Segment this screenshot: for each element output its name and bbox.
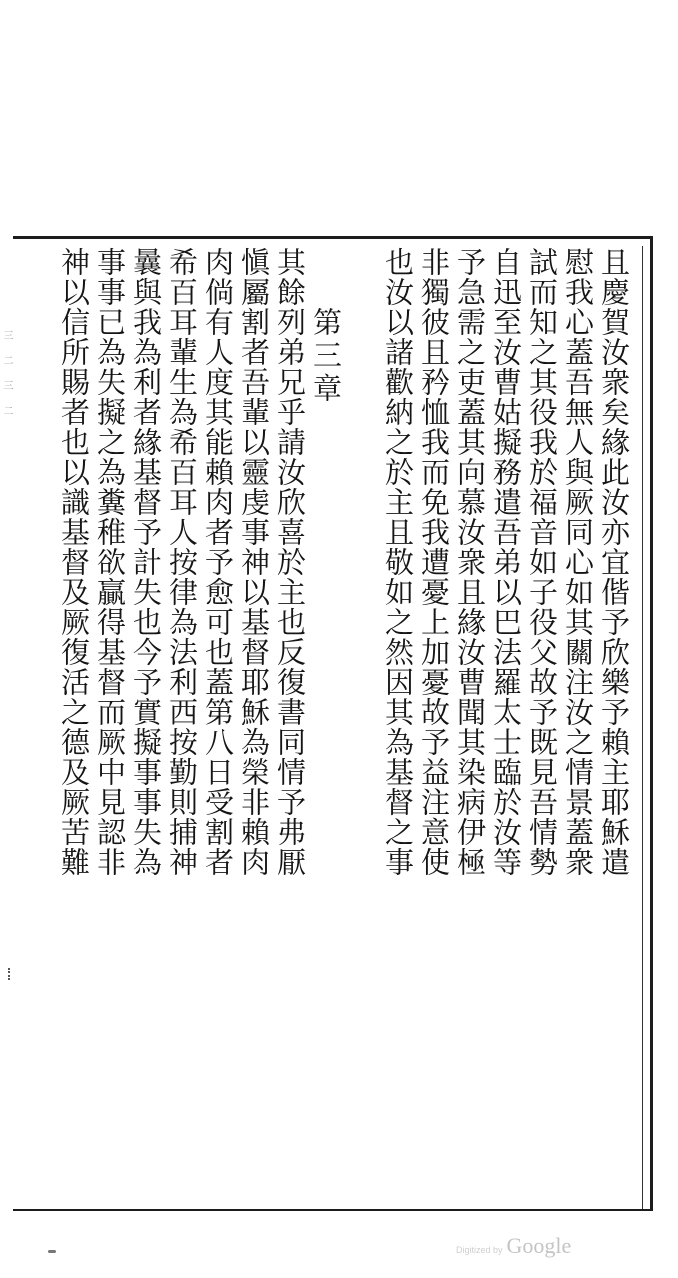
text-column: 自迅至汝曹姑擬務遣吾弟以巴法羅太士臨於汝等 — [489, 247, 523, 877]
watermark-brand: Google — [506, 1233, 572, 1258]
text-column: 愼屬割者吾輩以靈虔事神以基督耶穌為榮非賴肉 — [237, 247, 271, 877]
blank-column — [344, 247, 380, 1202]
google-watermark — [456, 1233, 636, 1263]
text-column: 希百耳輩生為希百耳人按律為法利西按勤則捕神 — [165, 247, 199, 877]
text-column: 慰我心蓋吾無人與厥同心如其關注汝之情景蓋衆 — [561, 247, 595, 877]
text-column: 肉倘有人度其能賴肉者予愈可也蓋第八日受割者 — [201, 247, 235, 877]
text-column: 非獨彼且矜恤我而免我遭憂上加憂故予益注意使 — [417, 247, 451, 877]
watermark-prefix: Digitized by — [456, 1245, 503, 1255]
text-column: 且慶賀汝衆矣緣此汝亦宜偕予欣樂予賴主耶穌遣 — [597, 247, 631, 877]
text-column: 試而知之其役我於福音如子役父故予既見吾情勢 — [525, 247, 559, 877]
text-column: 曩與我為利者緣基督予計失也今予實擬事事失為 — [129, 247, 163, 877]
text-column: 事事已為失擬之為糞稚欲贏得基督而厥中見認非 — [93, 247, 127, 877]
chapter-heading: 第三章 — [309, 307, 343, 406]
page-frame — [13, 236, 653, 1211]
text-column: 予急需之吏蓋其向慕汝衆且緣汝曹聞其染病伊極 — [453, 247, 487, 877]
inner-rule — [642, 246, 643, 1209]
footer-dot — [48, 1250, 56, 1253]
margin-marks: 三 二 三 二 — [1, 330, 12, 422]
text-column: 神以信所賜者也以識基督及厥復活之德及厥苦難 — [57, 247, 91, 877]
margin-dot — [8, 968, 14, 980]
text-column: 其餘列弟兄乎請汝欣喜於主也反復書同情予弗厭 — [273, 247, 307, 877]
text-column: 也汝以諸歡納之於主且敬如之然因其為基督之事 — [381, 247, 415, 877]
text-columns — [20, 247, 632, 1202]
